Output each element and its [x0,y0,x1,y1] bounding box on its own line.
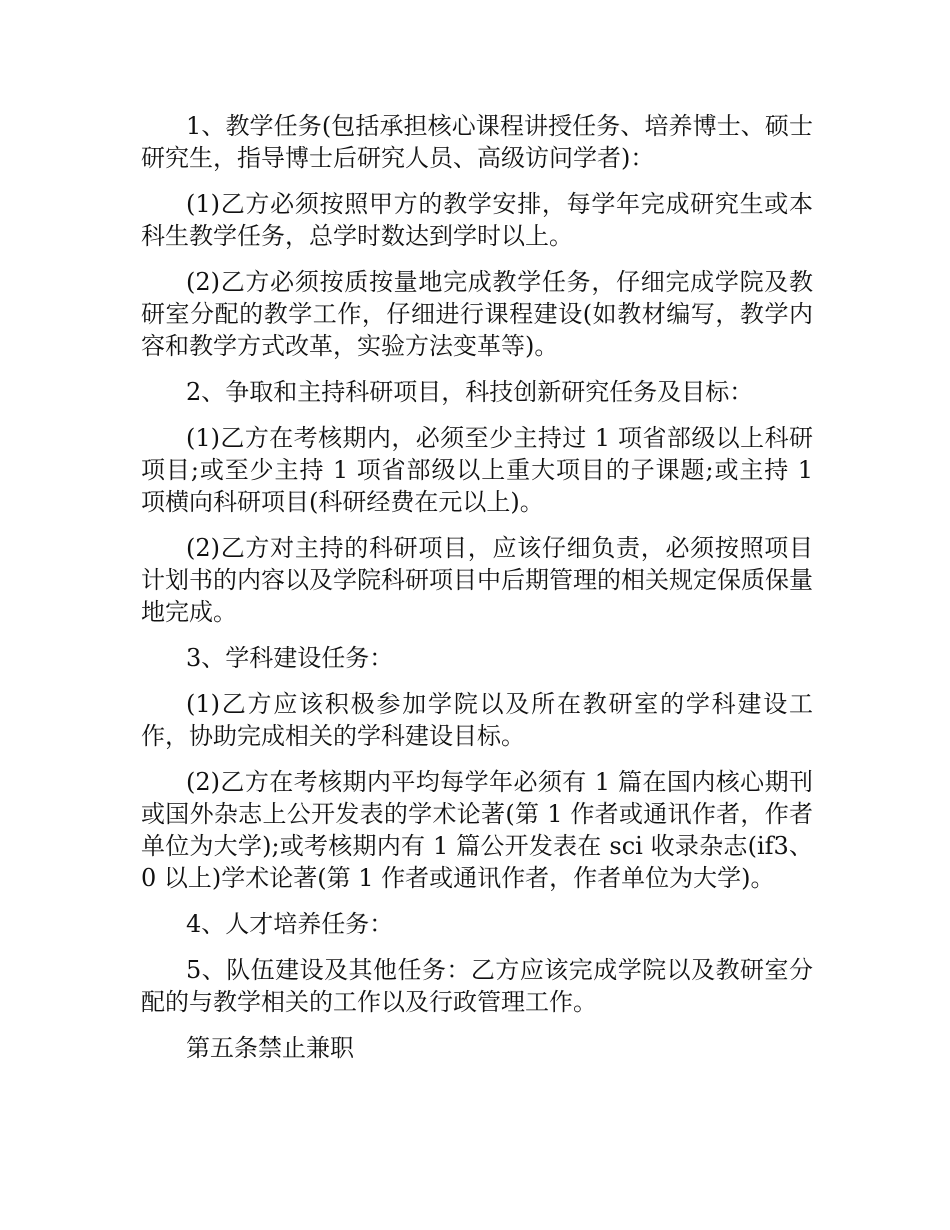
paragraph-discipline-tasks-item-1: (1)乙方应该积极参加学院以及所在教研室的学科建设工作，协助完成相关的学科建设目标。 [141,690,813,750]
paragraph-research-tasks: 2、争取和主持科研项目，科技创新研究任务及目标： [186,378,754,406]
paragraph-teaching-tasks-item-1: (1)乙方必须按照甲方的教学安排，每学年完成研究生或本科生教学任务，总学时数达到学时以上。 [141,190,813,250]
paragraph-team-tasks: 5、队伍建设及其他任务：乙方应该完成学院以及教研室分配的与教学相关的工作以及行政管理工作。 [141,956,813,1016]
paragraph-teaching-tasks: 1、教学任务(包括承担核心课程讲授任务、培养博士、硕士研究生，指导博士后研究人员、高级访问学者)： [141,112,813,172]
paragraph-research-tasks-item-1: (1)乙方在考核期内，必须至少主持过 1 项省部级以上科研项目;或至少主持 1 项省部级以上重大项目的子课题;或主持 1 项横向科研项目(科研经费在元以上)。 [141,424,813,516]
paragraph-article-five-heading: 第五条禁止兼职 [186,1034,354,1062]
paragraph-teaching-tasks-item-2: (2)乙方必须按质按量地完成教学任务，仔细完成学院及教研室分配的教学工作，仔细进行课程建设(如教材编写，教学内容和教学方式改革，实验方法变革等)。 [141,268,813,360]
paragraph-discipline-tasks-item-2: (2)乙方在考核期内平均每学年必须有 1 篇在国内核心期刊或国外杂志上公开发表的学术论著(第 1 作者或通讯作者，作者单位为大学);或考核期内有 1 篇公开发表在 sci 收录杂志(if3、0 以上)学术论著(第 1 作者或通讯作者，作者单位为大学)。 [141,768,813,892]
paragraph-discipline-tasks: 3、学科建设任务： [186,644,394,672]
paragraph-talent-tasks: 4、人才培养任务： [186,910,394,938]
paragraph-research-tasks-item-2: (2)乙方对主持的科研项目，应该仔细负责，必须按照项目计划书的内容以及学院科研项目中后期管理的相关规定保质保量地完成。 [141,534,813,626]
document-page [141,110,813,1078]
